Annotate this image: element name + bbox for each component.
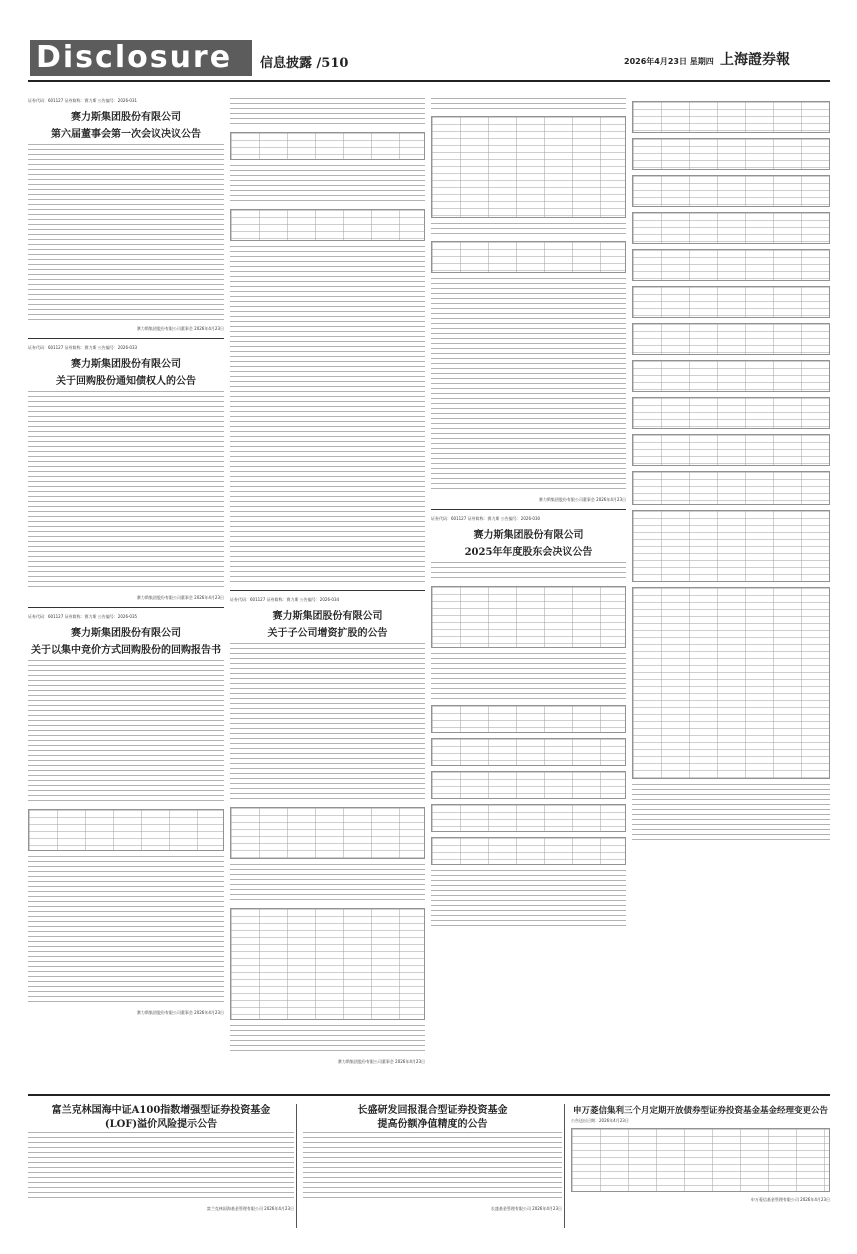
- notice-company: 赛力斯集团股份有限公司: [71, 628, 181, 639]
- body-text: [431, 278, 626, 493]
- data-table: [632, 510, 830, 582]
- notice-signature: 赛力斯集团股份有限公司董事会 2026年4月23日: [136, 1010, 224, 1015]
- body-text: [431, 98, 626, 112]
- notice-title: 2025年年度股东会决议公告: [464, 547, 593, 558]
- notice-company: 赛力斯集团股份有限公司: [272, 611, 383, 622]
- data-table: [230, 209, 425, 241]
- data-table: [632, 323, 830, 355]
- data-table: [632, 212, 830, 244]
- data-table: [230, 807, 425, 859]
- divider: [28, 607, 224, 608]
- notice-title: 关于以集中竞价方式回购股份的回购报告书: [31, 645, 221, 656]
- body-text: [431, 870, 626, 930]
- data-table: [431, 586, 626, 648]
- column-2: [230, 98, 425, 1071]
- body-text: [303, 1132, 562, 1202]
- body-text: [230, 165, 425, 205]
- data-table: [431, 705, 626, 733]
- data-table: [431, 241, 626, 273]
- body-text: [431, 653, 626, 701]
- notice-signature: 赛力斯集团股份有限公司董事会 2026年4月23日: [538, 497, 626, 502]
- body-text: [28, 391, 224, 591]
- header-rule: [28, 80, 830, 82]
- data-table: [632, 397, 830, 429]
- notice-title: 关于子公司增资扩股的公告: [267, 628, 388, 639]
- fund-notice-franklin: [28, 1104, 294, 1228]
- data-table: [632, 360, 830, 392]
- notice-company: 赛力斯集团股份有限公司: [71, 112, 181, 123]
- data-table: [431, 738, 626, 766]
- body-text: [230, 643, 425, 803]
- bottom-notices: [28, 1094, 830, 1230]
- data-table: [632, 471, 830, 505]
- notice-company: 赛力斯集团股份有限公司: [473, 530, 584, 541]
- notice-title: 富兰克林国海中证A100指数增强型证券投资基金: [51, 1105, 271, 1116]
- notice-meta: 证券代码：601127 证券简称：赛力斯 公告编号：2026-033: [28, 345, 138, 350]
- body-text: [632, 784, 830, 844]
- notice-signature: 赛力斯集团股份有限公司董事会 2026年4月23日: [136, 595, 224, 600]
- notice-company: 赛力斯集团股份有限公司: [71, 359, 181, 370]
- divider: [431, 509, 626, 510]
- body-text: [28, 144, 224, 322]
- body-text: [230, 246, 425, 586]
- data-table: [632, 138, 830, 170]
- data-table: [431, 771, 626, 799]
- notice-subtitle: (LOF)溢价风险提示公告: [104, 1119, 218, 1130]
- notice-signature: 赛力斯集团股份有限公司董事会 2026年4月23日: [337, 1059, 425, 1064]
- notice-signature: 赛力斯集团股份有限公司董事会 2026年4月23日: [136, 326, 224, 331]
- column-4: [632, 98, 830, 848]
- notice-meta: 证券代码：601127 证券简称：赛力斯 公告编号：2026-034: [230, 597, 340, 602]
- notice-signature: 长盛基金管理有限公司 2026年4月23日: [490, 1206, 562, 1211]
- data-table: [431, 837, 626, 865]
- newspaper-name: 上海證券報: [720, 52, 790, 68]
- notice-title: 申万菱信集利三个月定期开放债券型证券投资基金基金经理变更公告: [572, 1106, 828, 1116]
- body-text: [230, 864, 425, 904]
- body-text: [28, 660, 224, 805]
- divider: [28, 338, 224, 339]
- masthead: [28, 38, 830, 80]
- data-table: [632, 587, 830, 779]
- data-table: [230, 908, 425, 1020]
- data-table: [632, 286, 830, 318]
- data-table: [632, 101, 830, 133]
- data-table: [632, 434, 830, 466]
- fund-notice-swsmu: [564, 1104, 830, 1228]
- fund-notice-changsheng: [296, 1104, 562, 1228]
- notice-title: 长盛研发回报混合型证券投资基金: [357, 1105, 508, 1116]
- notice-date: 公告送出日期：2026年4月23日: [571, 1118, 629, 1123]
- column-3: [431, 98, 626, 934]
- newspaper-page: [28, 38, 830, 1228]
- body-text: [28, 856, 224, 1006]
- body-text: [230, 98, 425, 128]
- notice-signature: 富兰克林国海基金管理有限公司 2026年4月23日: [206, 1206, 294, 1211]
- notice-signature: 申万菱信基金管理有限公司 2026年4月23日: [750, 1197, 830, 1202]
- data-table: [571, 1128, 830, 1192]
- data-table: [230, 132, 425, 160]
- data-table: [28, 809, 224, 851]
- issue-date: 2026年4月23日 星期四: [624, 57, 714, 66]
- section-title: 信息披露 /510: [260, 56, 349, 71]
- column-1: [28, 98, 224, 1022]
- data-table: [431, 804, 626, 832]
- notice-meta: 证券代码：601127 证券简称：赛力斯 公告编号：2026-031: [28, 98, 138, 103]
- data-table: [632, 249, 830, 281]
- data-table: [632, 175, 830, 207]
- notice-title: 第六届董事会第一次会议决议公告: [51, 129, 201, 140]
- body-text: [431, 223, 626, 237]
- notice-subtitle: 提高份额净值精度的公告: [377, 1119, 488, 1130]
- disclosure-logo: Disclosure: [30, 40, 252, 76]
- notice-title: 关于回购股份通知债权人的公告: [56, 376, 196, 387]
- body-text: [28, 1132, 294, 1202]
- notice-meta: 证券代码：601127 证券简称：赛力斯 公告编号：2026-035: [28, 614, 138, 619]
- notice-meta: 证券代码：601127 证券简称：赛力斯 公告编号：2026-030: [431, 516, 541, 521]
- divider: [230, 590, 425, 591]
- data-table: [431, 116, 626, 218]
- body-text: [230, 1025, 425, 1055]
- body-text: [431, 562, 626, 582]
